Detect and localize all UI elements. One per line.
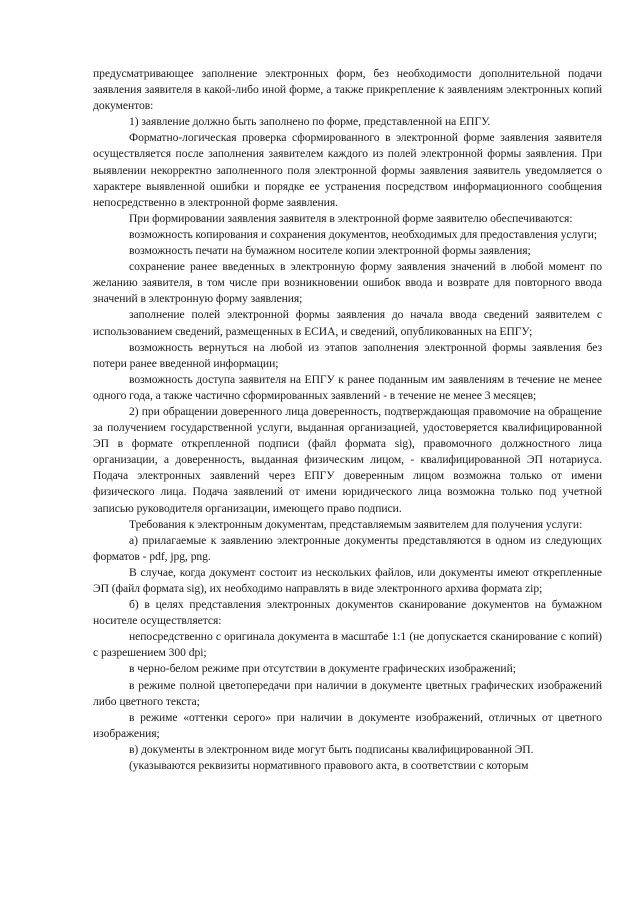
paragraph-saving-values: сохранение ранее введенных в электронную форму заявления значений в любой момент по желанию заявителя, в том числе при возникновении ошибок ввода и возврате для повторного ввода значений в электронную форму заявления; [93,260,602,306]
paragraph-item-2-proxy: 2) при обращении доверенного лица доверенность, подтверждающая правомочие на обращение за получением государственной услуги, выданная организацией, удостоверяется квалифицированной ЭП в формате открепленной подписи (файл формата sig), правомочного должностного лица организации, а доверенность, выданная физическим лицом, - квалифицированной ЭП нотариуса. Подача электронных заявлений через ЕПГУ доверенным лицом возможна только от имени физического лица. Подача заявлений от имени юридического лица возможна только под учетной записью руководителя организации, имеющего право подписи. [93,404,602,515]
paragraph-prefill: заполнение полей электронной формы заявления до начала ввода сведений заявителем с использованием сведений, размещенных в ЕСИА, и сведений, опубликованных на ЕПГУ; [93,308,602,338]
paragraph-scan-bw: в черно-белом режиме при отсутствии в документе графических изображений; [129,662,516,676]
paragraph-continuation: предусматривающее заполнение электронных форм, без необходимости дополнительной подачи заявления заявителя в какой-либо иной форме, а также прикрепление к заявлениям электронных копий документов: [93,67,602,113]
paragraph-scan-color: в режиме полной цветопередачи при наличии в документе цветных графических изображений либо цветного текста; [93,678,602,708]
paragraph-requirements-intro: Требования к электронным документам, представляемым заявителем для получения услуги: [129,517,583,531]
paragraph-access-history: возможность доступа заявителя на ЕПГУ к ранее поданным им заявлениям в течение не менее одного года, а также частично сформированных заявлений - в течение не менее 3 месяцев; [93,372,602,402]
paragraph-multifile-zip: В случае, когда документ состоит из нескольких файлов, или документы имеют открепленные ЭП (файл формата sig), их необходимо направлять в виде электронного архива формата zip; [93,565,602,595]
paragraph-item-c-signature: в) документы в электронном виде могут быть подписаны квалифицированной ЭП. [129,742,534,756]
paragraph-printing: возможность печати на бумажном носителе копии электронной формы заявления; [129,244,531,258]
paragraph-item-a-formats: а) прилагаемые к заявлению электронные документы представляются в одном из следующих форматов - pdf, jpg, png. [93,533,602,563]
paragraph-provisions-intro: При формировании заявления заявителя в электронной форме заявителю обеспечиваются: [129,211,573,225]
paragraph-copying: возможность копирования и сохранения документов, необходимых для предоставления услуги; [129,227,598,241]
paragraph-scan-original: непосредственно с оригинала документа в масштабе 1:1 (не допускается сканирование с копий) с разрешением 300 dpi; [93,630,602,660]
paragraph-item-b-scanning: б) в целях представления электронных документов сканирование документов на бумажном носителе осуществляется: [93,598,602,628]
paragraph-format-check: Форматно-логическая проверка сформированного в электронной форме заявления заявителя осуществляется после заполнения заявителем каждого из полей электронной формы заявления. При выявлении некорректно заполненного поля электронной формы заявления заявитель уведомляется о характере выявленной ошибки и порядке ее устранения посредством информационного сообщения непосредственно в электронной форме заявления. [93,131,602,209]
paragraph-return-step: возможность вернуться на любой из этапов заполнения электронной формы заявления без потери ранее введенной информации; [93,340,602,370]
paragraph-legal-reference: (указываются реквизиты нормативного правового акта, в соответствии с которым [129,759,529,773]
paragraph-scan-gray: в режиме «оттенки серого» при наличии в документе изображений, отличных от цветного изображения; [93,710,602,740]
paragraph-item-1: 1) заявление должно быть заполнено по форме, представленной на ЕПГУ. [129,115,491,129]
